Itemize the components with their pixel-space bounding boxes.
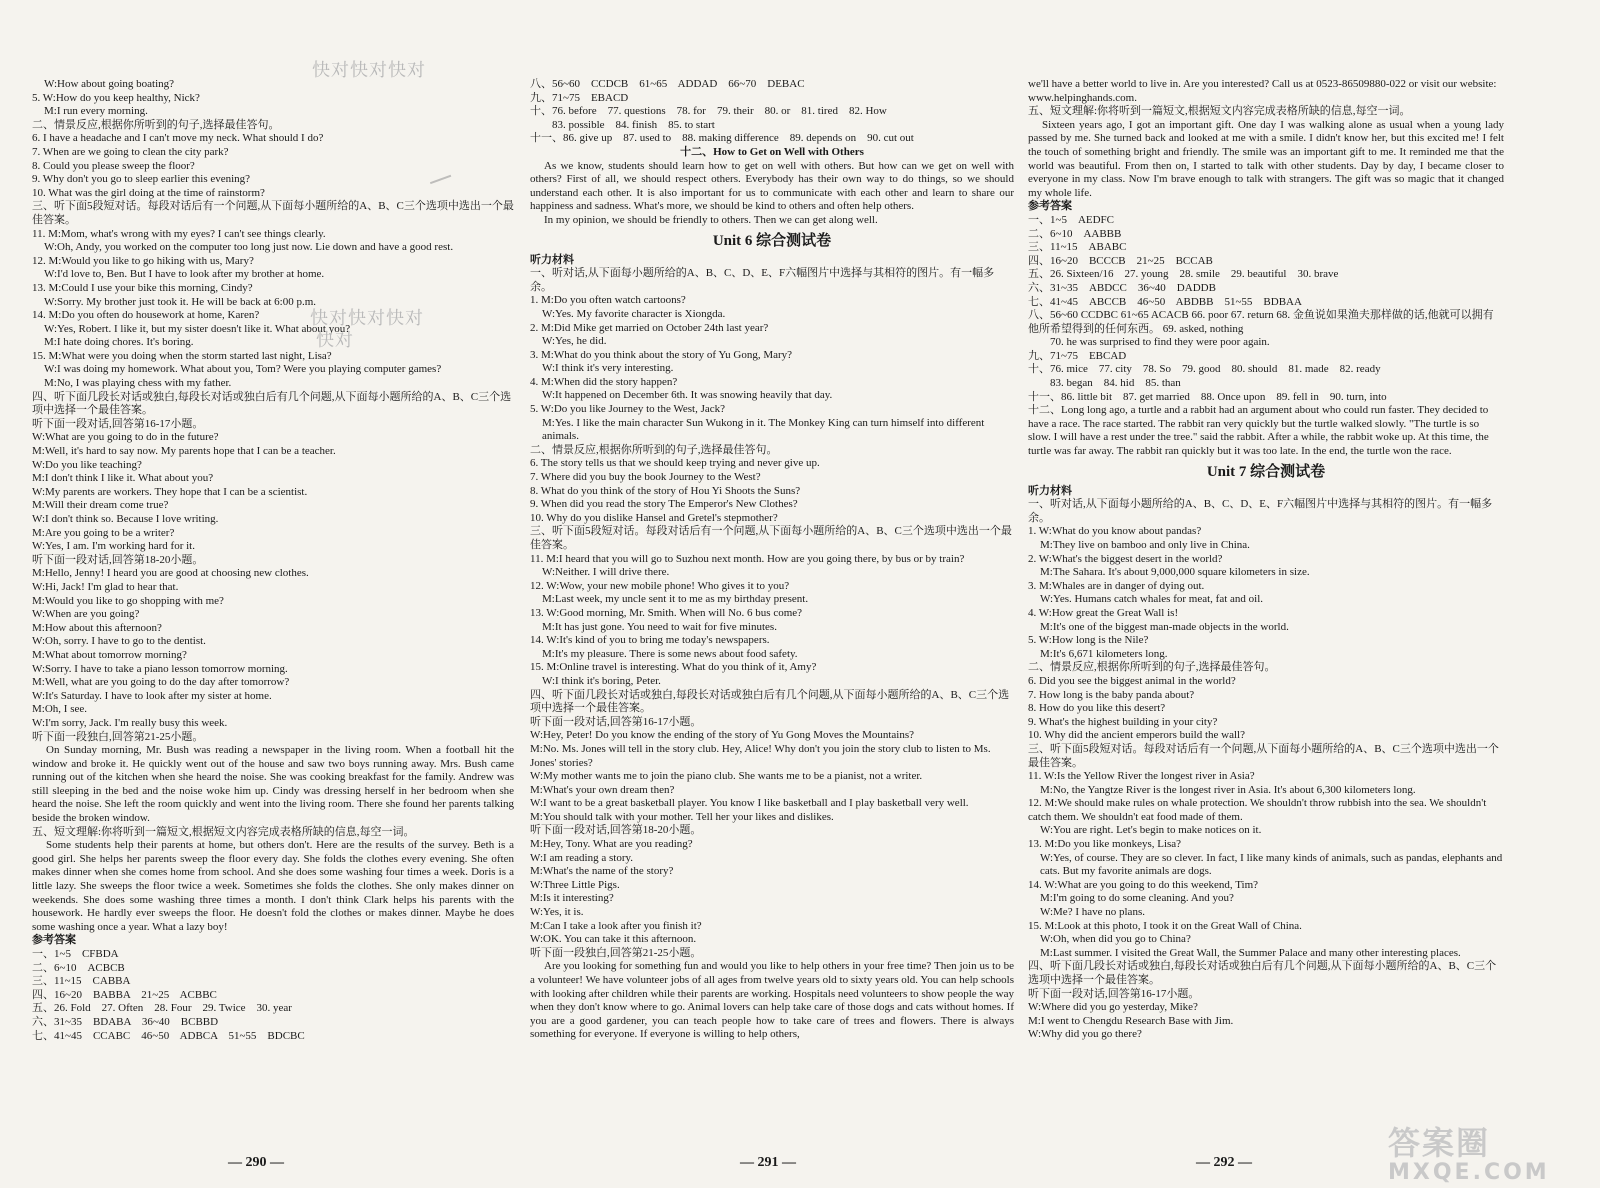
text-line: W:When are you going? xyxy=(32,608,140,621)
text-line: 14. W:What are you going to do this weekend, Tim? xyxy=(1028,878,1259,891)
text-line: 三、听下面5段短对话。每段对话后有一个问题,从下面每小题所给的A、B、C三个选项中选出一个最佳答案。 xyxy=(530,525,1012,551)
text-line: W:Hey, Peter! Do you know the ending of the story of Yu Gong Moves the Mountains? xyxy=(530,729,915,742)
text-line: W:Yes, Robert. I like it, but my sister doesn't like it. What about you? xyxy=(44,322,351,335)
text-line: 十二、How to Get on Well with Others xyxy=(680,145,864,158)
text-line: 8. What do you think of the story of Hou Yi Shoots the Suns? xyxy=(530,484,801,497)
text-line: 八、56~60 CCDCB 61~65 ADDAD 66~70 DEBAC xyxy=(530,78,805,90)
text-line: M:It's 6,671 kilometers long. xyxy=(1040,647,1168,660)
text-line: M:Well, it's hard to say now. My parents hope that I can be a teacher. xyxy=(32,445,336,458)
text-line: Some students help their parents at home, but others don't. Here are the results of the survey. Beth is a good girl. She helps her parents sweep the floor every day. She folds the clothes every evening. She often makes dinner when she comes home from school. And she does some washing four times a week. Doris is a little lazy. She sweeps the floor twice a week. Sometimes she folds the clothes. She only makes dinner on weekends. She does some washing three times a month. I don't think Clark helps his parents with the housework. He hardly ever sweeps the floor. He doesn't fold the clothes or makes dinner. Maybe he does some washing once a year. What a lazy boy! xyxy=(32,839,514,933)
text-line: 二、情景反应,根据你所听到的句子,选择最佳答句。 xyxy=(530,443,778,456)
text-line: 83. began 84. hid 85. than xyxy=(1050,377,1181,390)
text-line: 五、26. Sixteen/16 27. young 28. smile 29. beautiful 30. brave xyxy=(1028,268,1339,281)
text-line: M:Would you like to go shopping with me? xyxy=(32,594,224,607)
text-line: W:Where did you go yesterday, Mike? xyxy=(1028,1001,1198,1014)
text-line: W:I want to be a great basketball player. You know I like basketball and I play basketball very well. xyxy=(530,797,969,810)
text-line: 9. Why don't you go to sleep earlier this evening? xyxy=(32,173,251,186)
text-line: 四、听下面几段长对话或独白,每段长对话或独白后有几个问题,从下面每小题所给的A、B、C三个选项中选择一个最佳答案。 xyxy=(1028,960,1497,986)
text-line: 十二、Long long ago, a turtle and a rabbit had an argument about who could run faster. They decided to have a race. The race started. The rabbit ran very quickly but the turtle walked slowly. "The turtle is so slow. I will have a rest under the tree." said the rabbit. After a while, the rabbit woke up. At this time, the turtle was far away. The rabbit ran quickly but it was too late. In the end, the turtle won the race. xyxy=(1028,404,1489,458)
watermark-logo: 答案圈 xyxy=(1388,1124,1491,1162)
text-line: 5. W:How long is the Nile? xyxy=(1028,634,1149,647)
unit6-listening-material xyxy=(530,254,1014,1042)
text-line: 13. M:Could I use your bike this morning, Cindy? xyxy=(32,281,253,294)
text-line: Sixteen years ago, I got an important gift. One day I was walking alone as usual when a young lady passed by me. She turned back and looked at me with a smile. I didn't know her, but this excited me! I felt the touch of something bright and friendly. The smile was an important gift to me. It reminded me that the world was beautiful. From then on, I started to talk with other students. Day by day, I became closer to everyone in my class. Now I'm brave enough to talk with strangers. The gift was so magic that it changed my whole life. xyxy=(1028,118,1504,199)
text-line: M:Oh, I see. xyxy=(32,703,87,716)
page-290-column xyxy=(32,78,514,1138)
text-line: 10. Why did the ancient emperors build the wall? xyxy=(1028,729,1245,742)
text-line: 十一、86. give up 87. used to 88. making difference 89. depends on 90. cut out xyxy=(530,132,914,145)
page-291-column xyxy=(530,78,1014,1138)
text-line: 3. M:Whales are in danger of dying out. xyxy=(1028,579,1205,592)
text-line: W:Oh, Andy, you worked on the computer too long just now. Lie down and have a good rest. xyxy=(44,241,454,254)
text-line: 三、11~15 ABABC xyxy=(1028,241,1127,254)
text-line: 12. W:Wow, your new mobile phone! Who gives it to you? xyxy=(530,579,790,592)
text-line: 八、56~60 CCDBC 61~65 ACACB 66. poor 67. return 68. 金鱼说如果渔夫那样做的话,他就可以拥有他所希望得到的任何东西。 69. asked, nothing xyxy=(1028,309,1494,335)
text-line: 听下面一段独白,回答第21-25小题。 xyxy=(32,730,204,743)
text-line: M:Yes. I like the main character Sun Wukong in it. The Monkey King can turn himself into different animals. xyxy=(542,416,985,443)
text-line: M:Are you going to be a writer? xyxy=(32,526,175,539)
text-line: M:Last week, my uncle sent it to me as my birthday present. xyxy=(542,593,809,606)
text-line: 8. How do you like this desert? xyxy=(1028,702,1166,715)
text-line: W:It's Saturday. I have to look after my sister at home. xyxy=(32,689,272,702)
unit7-title: Unit 7 综合测试卷 xyxy=(1206,463,1326,480)
text-line: 听下面一段独白,回答第21-25小题。 xyxy=(530,946,702,959)
text-line: 二、6~10 ACBCB xyxy=(32,961,125,974)
text-line: 5. W:Do you like Journey to the West, Jack? xyxy=(530,403,726,416)
text-line: 9. When did you read the story The Emperor's New Clothes? xyxy=(530,498,798,511)
text-line: M:I run every morning. xyxy=(44,105,148,118)
text-line: 7. When are we going to clean the city park? xyxy=(32,145,229,158)
text-line: 五、短文理解:你将听到一篇短文,根据短文内容完成表格所缺的信息,每空一词。 xyxy=(1028,105,1411,118)
page-number-290: — 290 — xyxy=(228,1155,284,1170)
text-line: 1. M:Do you often watch cartoons? xyxy=(530,294,686,307)
watermark-url: MXQE.COM xyxy=(1388,1160,1550,1185)
text-line: 四、听下面几段长对话或独白,每段长对话或独白后有几个问题,从下面每小题所给的A、B、C三个选项中选择一个最佳答案。 xyxy=(32,390,512,417)
text-line: 三、听下面5段短对话。每段对话后有一个问题,从下面每小题所给的A、B、C三个选项中选出一个最佳答案。 xyxy=(1028,742,1499,769)
overlay-watermark-text: 快对快对快对 xyxy=(310,308,424,329)
text-line: M:Can I take a look after you finish it? xyxy=(530,919,702,932)
text-line: 听下面一段对话,回答第18-20小题。 xyxy=(32,553,204,566)
text-line: W:Yes, he did. xyxy=(542,335,607,348)
text-line: 一、听对话,从下面每小题所给的A、B、C、D、E、F六幅图片中选择与其相符的图片。有一幅多余。 xyxy=(530,267,995,293)
text-line: W:How about going boating? xyxy=(44,78,175,90)
text-line: 8. Could you please sweep the floor? xyxy=(32,159,195,172)
text-line: 11. M:Mom, what's wrong with my eyes? I can't see things clearly. xyxy=(32,227,326,240)
text-line: 一、听对话,从下面每小题所给的A、B、C、D、E、F六幅图片中选择与其相符的图片。有一幅多余。 xyxy=(1028,498,1493,524)
text-line: we'll have a better world to live in. Are you interested? Call us at 0523-86509880-022 or visit our website: www.helpinghands.com. xyxy=(1028,78,1497,104)
unit6-answers xyxy=(1028,78,1504,459)
text-line: W:Yes, of course. They are so clever. In fact, I like many kinds of animals, such as pandas, elephants and cats. But my favorite animals are dogs. xyxy=(1040,851,1503,878)
text-line: 11. W:Is the Yellow River the longest river in Asia? xyxy=(1028,770,1255,783)
text-line: 83. possible 84. finish 85. to start xyxy=(552,118,715,131)
text-line: 六、31~35 BDABA 36~40 BCBBD xyxy=(32,1015,219,1028)
text-line: 7. How long is the baby panda about? xyxy=(1028,688,1195,701)
text-line: 三、11~15 CABBA xyxy=(32,975,131,988)
text-line: W:Oh, sorry. I have to go to the dentist. xyxy=(32,635,206,648)
text-line: 70. he was surprised to find they were poor again. xyxy=(1050,336,1270,349)
text-line: M:I don't think I like it. What about you? xyxy=(32,472,214,485)
text-line: W:I'm sorry, Jack. I'm really busy this week. xyxy=(32,716,228,729)
text-line: 4. W:How great the Great Wall is! xyxy=(1028,606,1179,619)
text-line: 二、6~10 AABBB xyxy=(1028,227,1122,240)
text-line: 7. Where did you buy the book Journey to the West? xyxy=(530,471,761,484)
text-line: M:It's one of the biggest man-made objects in the world. xyxy=(1040,620,1289,633)
text-line: W:Neither. I will drive there. xyxy=(542,566,670,579)
text-line: 三、听下面5段短对话。每段对话后有一个问题,从下面每小题所给的A、B、C三个选项中选出一个最佳答案。 xyxy=(32,200,514,226)
text-line: 二、情景反应,根据你所听到的句子,选择最佳答句。 xyxy=(1028,661,1276,674)
text-line: 四、听下面几段长对话或独白,每段长对话或独白后有几个问题,从下面每小题所给的A、B、C三个选项中选择一个最佳答案。 xyxy=(530,688,1010,715)
text-line: W:Sorry. I have to take a piano lesson tomorrow morning. xyxy=(32,662,288,675)
text-line: 14. M:Do you often do housework at home, Karen? xyxy=(32,309,260,322)
text-line: 6. Did you see the biggest animal in the world? xyxy=(1028,674,1236,687)
text-line: M:I'm going to do some cleaning. And you? xyxy=(1040,892,1234,905)
text-line: 参考答案 xyxy=(1028,200,1072,213)
text-line: M:It has just gone. You need to wait for five minutes. xyxy=(542,620,777,633)
text-line: 四、16~20 BABBA 21~25 ACBBC xyxy=(32,988,217,1001)
text-line: 14. W:It's kind of you to bring me today's newspapers. xyxy=(530,634,770,647)
text-line: W:Hi, Jack! I'm glad to hear that. xyxy=(32,580,179,593)
text-line: 12. M:We should make rules on whale protection. We shouldn't throw rubbish into the sea. We shouldn't catch them. We shouldn't eat food made of them. xyxy=(1028,797,1487,823)
text-line: 四、16~20 BCCCB 21~25 BCCAB xyxy=(1028,254,1213,267)
text-line: 九、71~75 EBCAD xyxy=(1028,349,1127,362)
text-line: 3. M:What do you think about the story of Yu Gong, Mary? xyxy=(530,348,793,361)
text-line: 6. I have a headache and I can't move my neck. What should I do? xyxy=(32,132,324,145)
text-line: 十、76. mice 77. city 78. So 79. good 80. should 81. made 82. ready xyxy=(1028,363,1381,376)
text-line: W:Oh, when did you go to China? xyxy=(1040,933,1191,946)
unit7-listening-material xyxy=(1028,485,1504,1042)
text-line: W:I don't think so. Because I love writing. xyxy=(32,513,219,525)
text-line: 十一、86. little bit 87. get married 88. Once upon 89. fell in 90. turn, into xyxy=(1028,390,1387,403)
text-line: W:Me? I have no plans. xyxy=(1040,906,1145,919)
text-line: 13. W:Good morning, Mr. Smith. When will No. 6 bus come? xyxy=(530,606,803,619)
text-line: M:Last summer. I visited the Great Wall, the Summer Palace and many other interesting places. xyxy=(1040,946,1461,959)
text-line: 10. What was the girl doing at the time of rainstorm? xyxy=(32,186,265,199)
text-line: 听下面一段对话,回答第16-17小题。 xyxy=(32,417,204,430)
text-line: W:Why did you go there? xyxy=(1028,1028,1142,1041)
text-line: 一、1~5 AEDFC xyxy=(1028,213,1115,226)
text-line: 五、26. Fold 27. Often 28. Four 29. Twice 30. year xyxy=(32,1002,292,1015)
text-line: 15. M:What were you doing when the storm started last night, Lisa? xyxy=(32,349,332,362)
text-line: 七、41~45 ABCCB 46~50 ABDBB 51~55 BDBAA xyxy=(1028,295,1302,308)
page-292-column xyxy=(1028,78,1504,1138)
text-line: As we know, students should learn how to get on well with others. But how can we get on well with others? First of all, we should respect others. Everybody has their own way to do things, so we should understand each other. It is also important for us to communicate with each other and learn to share our happiness and sadness. What's more, we should be kind to others and often help others. xyxy=(530,159,1014,213)
text-line: In my opinion, we should be friendly to others. Then we can get along well. xyxy=(544,213,878,226)
page-number-291: — 291 — xyxy=(740,1155,796,1170)
text-line: 六、31~35 ABDCC 36~40 DADDB xyxy=(1028,281,1216,294)
overlay-watermark-text: 快对快对快对 xyxy=(312,60,426,81)
text-line: M:No, the Yangtze River is the longest river in Asia. It's about 6,300 kilometers long. xyxy=(1040,783,1416,796)
page-number-292: — 292 — xyxy=(1196,1155,1252,1170)
text-line: M:No, I was playing chess with my father. xyxy=(44,377,232,390)
text-line: M:What's the name of the story? xyxy=(530,865,674,878)
text-line: W:I was doing my homework. What about you, Tom? Were you playing computer games? xyxy=(44,363,442,376)
text-line: 听下面一段对话,回答第18-20小题。 xyxy=(530,824,702,837)
text-line: M:You should talk with your mother. Tell her your likes and dislikes. xyxy=(530,810,834,823)
text-line: Are you looking for something fun and would you like to help others in your free time? Then join us to be a volunteer! We have volunteer jobs of all ages from twelve years old to sixty years old. You can help schools with looking after children while their parents are working. Hospitals need volunteers to show people the way when they don't know where to go. Animal lovers can help take care of those dogs and cats without homes. If you are a good gardener, you can teach people how to take care of trees and flowers. There is always something for everyone. If everyone is willing to help others, xyxy=(530,960,1014,1041)
text-line: W:My mother wants me to join the piano club. She wants me to be a pianist, not a writer. xyxy=(530,770,923,783)
text-line: 十、76. before 77. questions 78. for 79. their 80. or 81. tired 82. How xyxy=(530,105,887,118)
text-line: 2. M:Did Mike get married on October 24th last year? xyxy=(530,321,769,334)
text-line: 12. M:Would you like to go hiking with us, Mary? xyxy=(32,254,254,267)
text-line: M:It's my pleasure. There is some news about food safety. xyxy=(542,647,798,660)
text-line: M:How about this afternoon? xyxy=(32,621,162,634)
text-line: 11. M:I heard that you will go to Suzhou next month. How are you going there, by bus or by train? xyxy=(530,552,965,565)
text-line: 一、1~5 CFBDA xyxy=(32,948,119,960)
text-line: W:Yes, I am. I'm working hard for it. xyxy=(32,540,195,553)
text-line: W:Yes. My favorite character is Xiongda. xyxy=(542,307,726,320)
unit6-title: Unit 6 综合测试卷 xyxy=(712,232,832,249)
text-line: W:OK. You can take it this afternoon. xyxy=(530,933,697,946)
text-line: 二、情景反应,根据你所听到的句子,选择最佳答句。 xyxy=(32,118,280,131)
text-line: 10. Why do you dislike Hansel and Gretel's stepmother? xyxy=(530,511,778,524)
text-line: 1. W:What do you know about pandas? xyxy=(1028,525,1202,538)
text-line: W:Three Little Pigs. xyxy=(530,878,620,891)
text-line: W:Yes, it is. xyxy=(530,906,584,919)
text-line: W:Sorry. My brother just took it. He will be back at 6:00 p.m. xyxy=(44,295,317,308)
text-line: 9. What's the highest building in your city? xyxy=(1028,715,1218,728)
text-line: 4. M:When did the story happen? xyxy=(530,375,678,388)
text-line: M:I hate doing chores. It's boring. xyxy=(44,336,194,349)
text-line: M:Is it interesting? xyxy=(530,892,614,905)
text-line: 听下面一段对话,回答第16-17小题。 xyxy=(530,715,702,728)
text-line: M:Well, what are you going to do the day after tomorrow? xyxy=(32,676,290,689)
text-line: W:I think it's very interesting. xyxy=(542,362,674,375)
text-line: M:I went to Chengdu Research Base with Jim. xyxy=(1028,1014,1234,1027)
overlay-watermark-text: 快对 xyxy=(316,330,354,351)
text-line: On Sunday morning, Mr. Bush was reading a newspaper in the living room. When a football hit the window and broke it. He quickly went out of the house and saw two boys running away. Mrs. Bush came running out of the kitchen when she heard the noise. She was cooking breakfast for the family. Andrew was still sleeping in the bed and the noise woke him up. Cindy was dressing herself in her bedroom when she heard the noise. She left the room quickly and went into the living room. There she found her parents talking beside the broken window. xyxy=(32,744,514,825)
text-line: M:What's your own dream then? xyxy=(530,783,675,796)
text-line: W:I am reading a story. xyxy=(530,851,634,864)
text-line: W:You are right. Let's begin to make notices on it. xyxy=(1040,824,1262,837)
text-line: M:They live on bamboo and only live in China. xyxy=(1040,539,1250,551)
text-line: W:My parents are workers. They hope that I can be a scientist. xyxy=(32,485,308,498)
text-line: W:Yes. Humans catch whales for meat, fat and oil. xyxy=(1040,593,1263,606)
text-line: 15. M:Look at this photo, I took it on the Great Wall of China. xyxy=(1028,919,1302,932)
text-line: W:I think it's boring, Peter. xyxy=(542,674,661,687)
text-line: M:Will their dream come true? xyxy=(32,499,169,512)
text-line: M:Hello, Jenny! I heard you are good at choosing new clothes. xyxy=(32,567,309,580)
text-line: 2. W:What's the biggest desert in the world? xyxy=(1028,552,1223,565)
text-line: 七、41~45 CCABC 46~50 ADBCA 51~55 BDCBC xyxy=(32,1029,305,1042)
unit5-answers-continued xyxy=(530,78,1014,228)
text-line: 听力材料 xyxy=(1028,484,1072,497)
site-watermark xyxy=(1388,1118,1598,1186)
text-line: M:What about tomorrow morning? xyxy=(32,648,187,661)
text-line: 五、短文理解:你将听到一篇短文,根据短文内容完成表格所缺的信息,每空一词。 xyxy=(32,825,415,838)
text-line: W:What are you going to do in the future? xyxy=(32,431,219,444)
text-line: 15. M:Online travel is interesting. What do you think of it, Amy? xyxy=(530,661,817,674)
text-line: 听力材料 xyxy=(530,253,574,266)
text-line: M:The Sahara. It's about 9,000,000 square kilometers in size. xyxy=(1040,566,1310,579)
text-line: 13. M:Do you like monkeys, Lisa? xyxy=(1028,838,1182,851)
text-line: 5. W:How do you keep healthy, Nick? xyxy=(32,91,200,104)
text-line: W:Do you like teaching? xyxy=(32,458,142,471)
text-line: 参考答案 xyxy=(32,934,76,947)
text-line: 九、71~75 EBACD xyxy=(530,91,629,104)
text-line: W:It happened on December 6th. It was snowing heavily that day. xyxy=(542,389,833,402)
text-line: W:I'd love to, Ben. But I have to look after my brother at home. xyxy=(44,268,325,281)
text-line: 听下面一段对话,回答第16-17小题。 xyxy=(1028,987,1200,1000)
text-line: M:No. Ms. Jones will tell in the story club. Hey, Alice! Why don't you join the story club to listen to Ms. Jones' stories? xyxy=(530,742,991,769)
text-line: M:Hey, Tony. What are you reading? xyxy=(530,838,693,851)
text-line: 6. The story tells us that we should keep trying and never give up. xyxy=(530,457,820,470)
